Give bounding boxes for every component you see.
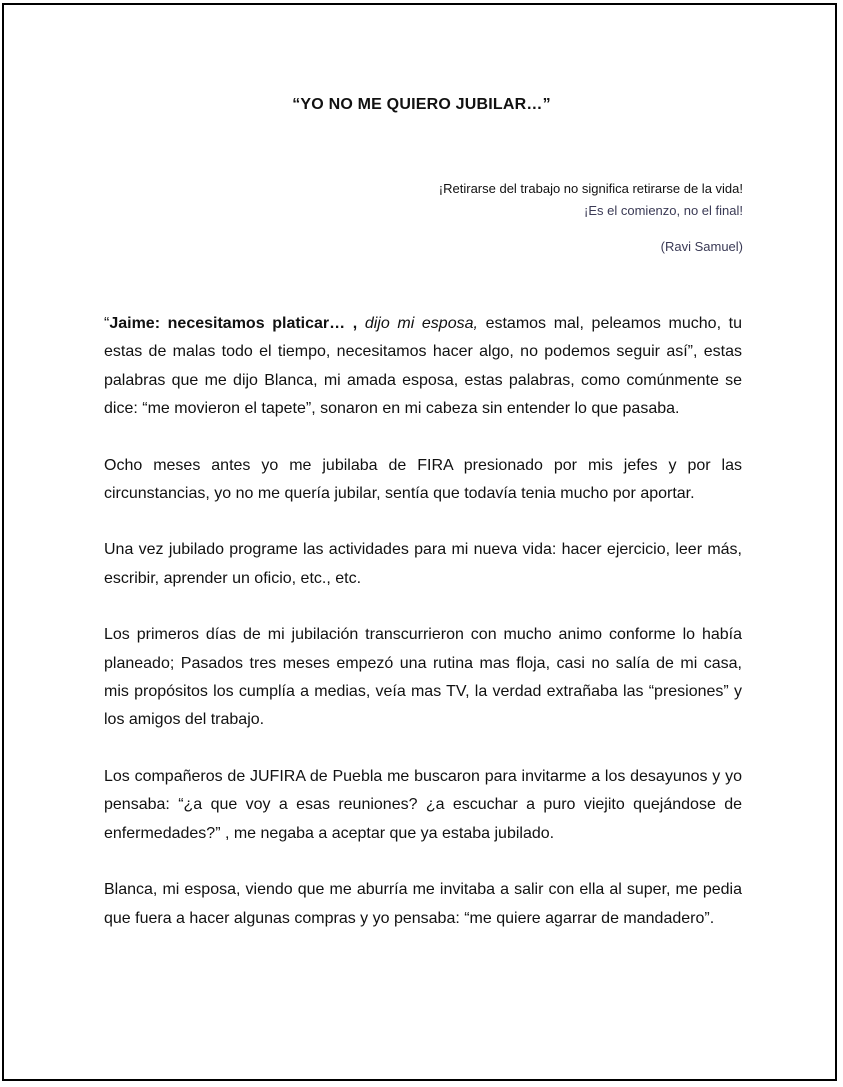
epigraph-line-2: ¡Es el comienzo, no el final!	[584, 203, 743, 218]
paragraph-6: Blanca, mi esposa, viendo que me aburría me invitaba a salir con ella al super, me pedia que fuera a hacer algunas compras y yo pensaba: “me quiere agarrar de mandadero”.	[104, 881, 742, 927]
paragraph-2: Ocho meses antes yo me jubilaba de FIRA presionado por mis jefes y por las circunstancias, yo no me quería jubilar, sentía que todavía tenia mucho por aportar.	[104, 456, 742, 503]
paragraph-5: Los compañeros de JUFIRA de Puebla me buscaron para invitarme a los desayunos y yo pensaba: “¿a que voy a esas reuniones? ¿a escuchar a puro viejito quejándose de enfermedades?” , me negaba a aceptar que ya estaba jubilado.	[104, 767, 742, 842]
epigraph	[343, 178, 743, 258]
dialogue-italic: dijo mi esposa,	[357, 315, 478, 332]
paragraph-1	[104, 310, 742, 424]
dialogue-bold: Jaime: necesitamos platicar… ,	[109, 315, 358, 332]
paragraph-4: Los primeros días de mi jubilación transcurrieron con mucho animo conforme lo había planeado; Pasados tres meses empezó una rutina mas floja, casi no salía de mi casa, mis propósitos los cumplía a medias, veía mas TV, la verdad extrañaba las “presiones” y los amigos del trabajo.	[104, 626, 742, 729]
paragraph-1-text: estamos mal, peleamos mucho, tu estas de malas todo el tiempo, necesitamos hacer algo, no podemos seguir así”, estas palabras que me dijo Blanca, mi amada esposa, estas palabras, como comúnmente se dice: “me movieron el tapete”, sonaron en mi cabeza sin entender lo que pasaba.	[104, 315, 742, 418]
epigraph-line-1: ¡Retirarse del trabajo no significa retirarse de la vida!	[438, 181, 743, 196]
document-title: “YO NO ME QUIERO JUBILAR…”	[292, 96, 551, 113]
epigraph-author: (Ravi Samuel)	[660, 239, 743, 254]
open-quote: “	[104, 315, 110, 332]
document-body	[104, 310, 742, 961]
paragraph-3: Una vez jubilado programe las actividades para mi nueva vida: hacer ejercicio, leer más, escribir, aprender un oficio, etc., etc.	[104, 541, 742, 587]
